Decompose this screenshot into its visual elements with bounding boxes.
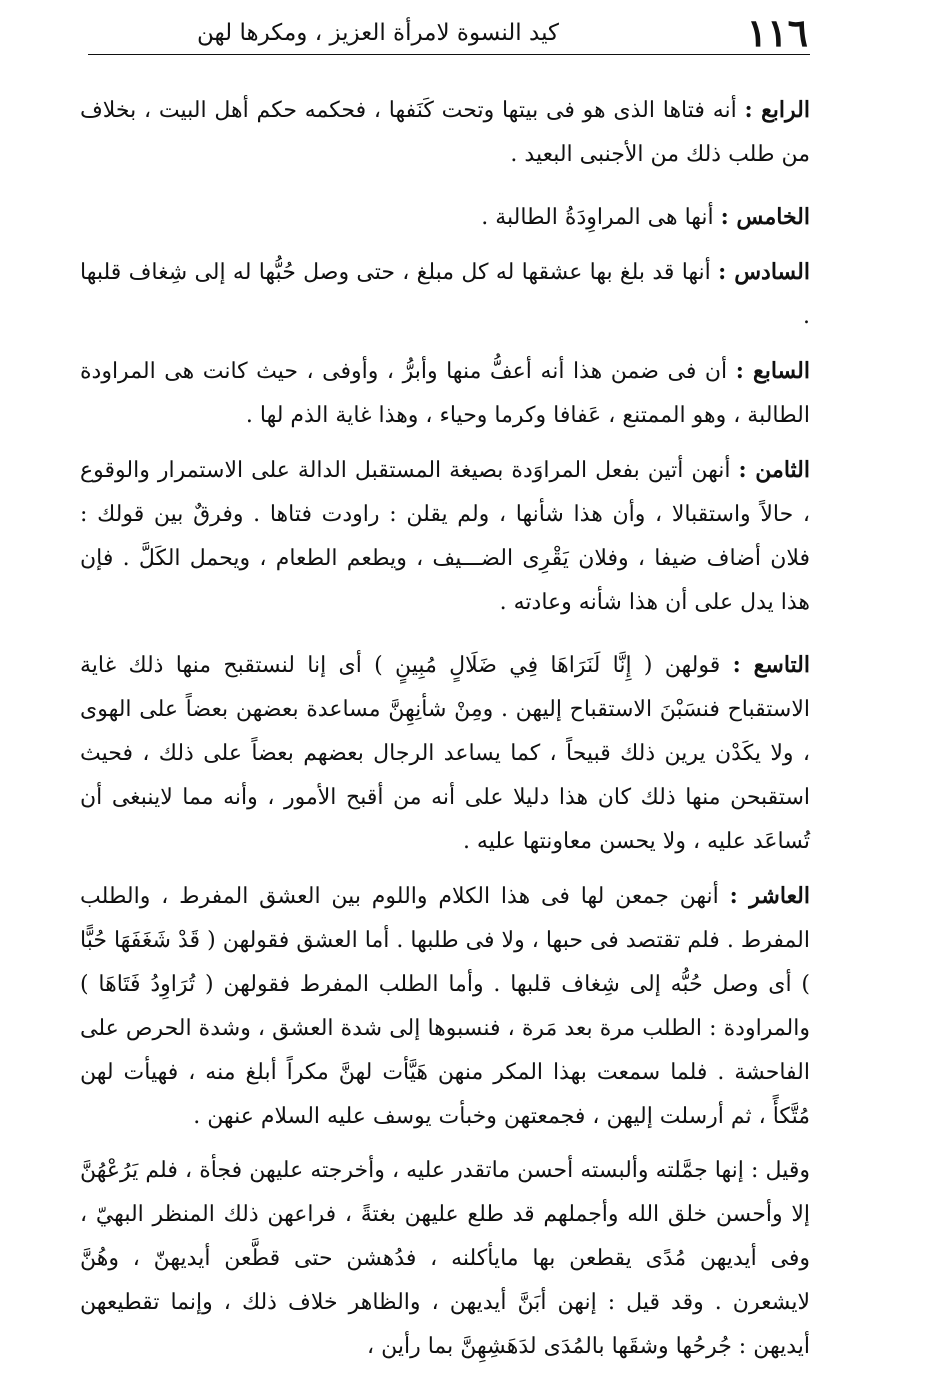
paragraph-lead: العاشر : [729, 883, 810, 909]
paragraph-text: أنها هى المراوِدَةُ الطالبة . [481, 205, 721, 230]
paragraph-lead: الخامس : [720, 204, 810, 230]
paragraph-text: أنهن أتين بفعل المراوَدة بصيغة المستقبل الدالة على الاستمرار والوقوع ، حالاً واستقبالا ، وأن هذا شأنها ، ولم يقلن : راودت فتاها . وفرقٌ بين قولك : فلان أضاف ضيفا ، وفلان يَقْرِى الضـــيف ، ويطعم الطعام ، ويحمل الكَلَّ . فإن هذا يدل على أن هذا شأنه وعادته . [80, 458, 810, 615]
page-number: ١١٦ [746, 10, 808, 55]
paragraph-ninth [80, 643, 810, 864]
paragraph-text: قولهن ( إِنَّا لَنَرَاهَا فِي ضَلَالٍ مُبِينٍ ) أى إنا لنستقبح منها ذلك غاية الاستقباح فنسَبْنَ الاستقباح إليهن . ومِنْ شأنِهِنَّ مساعدة بعضهن بعضاً على الهوى ، ولا يكَدْن يرين ذلك قبيحاً ، كما يساعد الرجال بعضهم بعضاً على ذلك ، فحيث استقبحن منها ذلك كان هذا دليلا على أنه من أقبح الأمور ، وأنه مما لاينبغى أن تُساعَد عليه ، ولا يحسن معاونتها عليه . [80, 653, 810, 854]
paragraph-lead: السادس : [718, 259, 810, 285]
paragraph-fourth [80, 88, 810, 177]
paragraph-lead: الثامن : [738, 457, 810, 483]
paragraph-lead: السابع : [735, 358, 810, 384]
paragraph-fifth [80, 195, 810, 240]
paragraph-text: أنه فتاها الذى هو فى بيتها وتحت كَنَفها ، فحكمه حكم أهل البيت ، بخلاف من طلب ذلك من الأجنبى البعيد . [80, 98, 810, 167]
paragraph-text: أنهن جمعن لها فى هذا الكلام واللوم بين العشق المفرط ، والطلب المفرط . فلم تقتصد فى حبها ، ولا فى طلبها . أما العشق فقولهن ( قَدْ شَغَفَهَا حُبًّا ) أى وصل حُبُّه إلى شِغاف قلبها . وأما الطلب المفرط فقولهن ( تُرَاوِدُ فَتَاهَا ) والمراودة : الطلب مرة بعد مَرة ، فنسبوها إلى شدة العشق ، وشدة الحرص على الفاحشة . فلما سمعت بهذا المكر منهن هَيَّأت لهنَّ مكراً أبلغ منه ، فهيأت لهن مُتَّكأً ، ثم أرسلت إليهن ، فجمعتهن وخبأت يوسف عليه السلام عنهن . [80, 884, 810, 1129]
paragraph-lead: التاسع : [732, 652, 810, 678]
paragraph-eighth [80, 448, 810, 625]
body-text [80, 88, 810, 1379]
paragraph-text: وقيل : إنها جمَّلته وألبسته أحسن ماتقدر عليه ، وأخرجته عليهن فجأة ، فلم يَرُعْهُنَّ إلا وأحسن خلق الله وأجملهم قد طلع عليهن بغتةً ، فراعهن ذلك المنظر البهيّ ، وفى أيديهن مُدًى يقطعن بها مايأكلنه ، فدُهشن حتى قطَّعن أيديهنّ ، وهُنَّ لايشعرن . وقد قيل : إنهن أبَنَّ أيديهن ، والظاهر خلاف ذلك ، وإنما تقطيعهن أيديهن : جُرحُها وشقَها بالمُدَى لدَهَشِهِنَّ بما رأين ، [80, 1158, 810, 1359]
paragraph-sixth [80, 250, 810, 339]
paragraph-text: أنها قد بلغ بها عشقها له كل مبلغ ، حتى وصل حُبُّها له إلى شِغاف قلبها . [80, 260, 810, 329]
paragraph-tenth [80, 874, 810, 1139]
header-rule [88, 54, 810, 55]
running-head [88, 10, 808, 56]
paragraph-continuation [80, 1149, 810, 1369]
paragraph-text: أن فى ضمن هذا أنه أعفُّ منها وأبرُّ ، وأوفى ، حيث كانت هى المراودة الطالبة ، وهو الممتنع ، عَفافا وكرما وحياء ، وهذا غاية الذم لها . [80, 359, 810, 428]
running-title: كيد النسوة لامرأة العزيز ، ومكرها لهن [197, 20, 559, 46]
paragraph-lead: الرابع : [744, 97, 810, 123]
paragraph-seventh [80, 349, 810, 438]
